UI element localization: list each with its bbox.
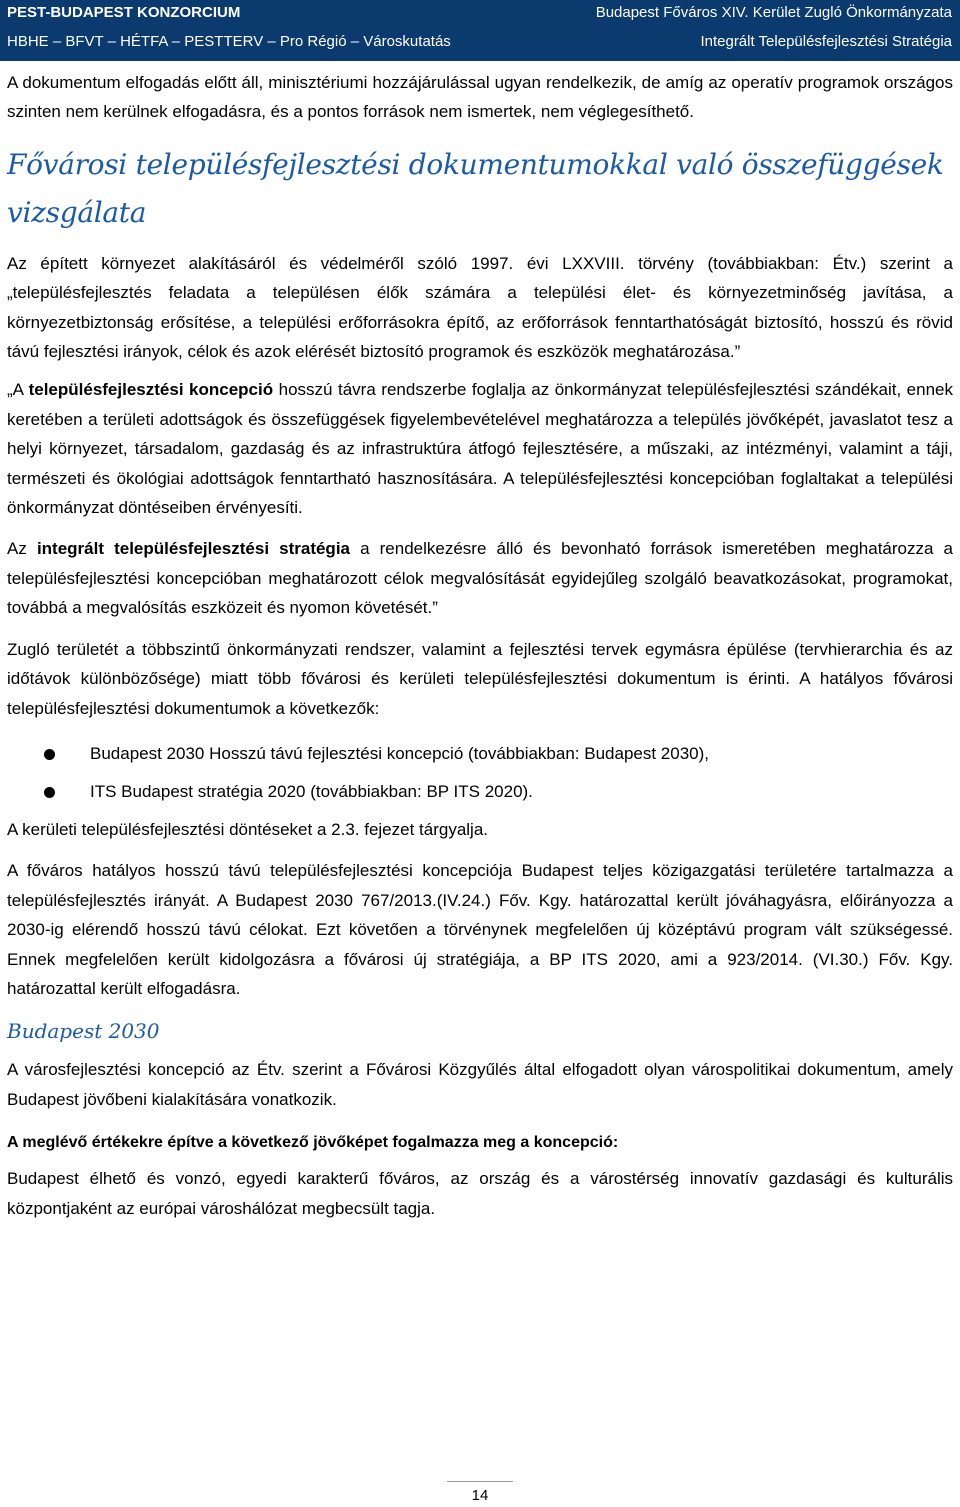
bold-term: integrált településfejlesztési stratégia: [36, 539, 350, 559]
consortium-name: PEST-BUDAPEST KONZORCIUM: [7, 4, 241, 21]
document-list: [7, 735, 953, 811]
text-run: a rendelkezésre álló és bevonható források ismeretében meghatározza a településfejlesztési koncepcióban meghatározott célok megvalósítását egyidejűleg szolgáló beavatkozásokat, programokat, továbbá a megvalósítás eszközeit és nyomon követését.”: [7, 539, 953, 618]
vision-paragraph: Budapest élhető és vonzó, egyedi karakterű főváros, az ország és a várostérség innovatív gazdasági és kulturális központjaként az európai városhálózat megbecsült tagja.: [7, 1169, 953, 1218]
municipality-name: Budapest Főváros XIV. Kerület Zugló Önkormányzata: [595, 4, 952, 21]
concept-definition-paragraph: A városfejlesztési koncepció az Étv. szerint a Fővárosi Közgyűlés által elfogadott olyan várospolitikai dokumentum, amely Budapest jövőbeni kialakítására vonatkozik.: [7, 1060, 953, 1109]
vision-heading: A meglévő értékekre építve a következő jövőképet fogalmazza meg a koncepció:: [7, 1134, 619, 1152]
concept-paragraph: [7, 375, 953, 522]
document-body: [7, 68, 953, 1223]
header-top-row: [7, 4, 952, 21]
strategy-paragraph: [7, 534, 953, 622]
subsection-heading: Budapest 2030: [7, 1019, 160, 1044]
capital-paragraph: A főváros hatályos hosszú távú településfejlesztési koncepciója Budapest teljes közigazgatási területére tartalmazza a településfejlesztés irányát. A Budapest 2030 767/2013.(IV.24.) Főv. Kgy. határozattal került jóváhagyásra, előirányozza a 2030-ig elérendő hosszú távú célokat. Ezt követően a törvénynek megfelelően új középtávú program vált szükségessé. Ennek megfelelően került kidolgozásra a fővárosi új stratégiája, a BP ITS 2020, ami a 923/2014. (VI.30.) Főv. Kgy. határozattal került elfogadásra.: [7, 861, 953, 998]
etv-paragraph: Az épített környezet alakításáról és védelméről szóló 1997. évi LXXVIII. törvény (továbbiakban: Étv.) szerint a „településfejlesztés feladata a településen élők számára a települési élet- és környezetminőség javítása, a környezetbiztonság erősítése, a települési erőforrásokra építő, az erőforrások fenntarthatóságát biztosító, hosszú és rövid távú fejlesztési irányok, célok és azok elérését biztosító programok és eszközök meghatározása.”: [7, 253, 953, 362]
zuglo-paragraph: Zugló területét a többszintű önkormányzati rendszer, valamint a fejlesztési tervek egymásra épülése (tervhierarchia és az időtávok különbözősége) miatt több fővárosi és kerületi településfejlesztési dokumentum is érinti. A hatályos fővárosi településfejlesztési dokumentumok a következők:: [7, 639, 953, 718]
consortium-members: HBHE – BFVT – HÉTFA – PESTTERV – Pro Régió – Városkutatás: [7, 33, 451, 50]
section-heading: Fővárosi településfejlesztési dokumentumokkal való összefüggések vizsgálata: [7, 147, 944, 229]
page-header: [0, 0, 960, 61]
bold-term: településfejlesztési koncepció: [28, 380, 274, 400]
page-number: 14: [471, 1487, 489, 1504]
text-run: „A: [7, 380, 29, 400]
document-title: Integrált Településfejlesztési Stratégia: [700, 33, 952, 50]
intro-paragraph: A dokumentum elfogadás előtt áll, minisztériumi hozzájárulással ugyan rendelkezik, de amíg az operatív programok országos szinten nem kerülnek elfogadásra, és a pontos források nem ismertek, nem véglegesíthető.: [7, 73, 953, 122]
text-run: hosszú távra rendszerbe foglalja az önkormányzat településfejlesztési szándékait, ennek keretében a területi adottságok és összefüggések figyelembevételével meghatározza a település jövőképét, javaslatot tesz a helyi környezet, társadalom, gazdaság és az infrastruktúra átfogó fejlesztésére, a műszaki, az intézményi, valamint a táji, természeti és ökológiai adottságok fenntartható hasznosítására. A településfejlesztési koncepcióban foglaltakat a települési önkormányzat döntéseiben érvényesíti.: [7, 380, 953, 518]
list-item: [7, 735, 953, 773]
footer-divider: [447, 1481, 513, 1482]
header-bottom-row: [7, 33, 952, 50]
district-paragraph: A kerületi településfejlesztési döntéseket a 2.3. fejezet tárgyalja.: [7, 819, 489, 839]
text-run: Az: [7, 539, 37, 559]
list-item-text: Budapest 2030 Hosszú távú fejlesztési koncepció (továbbiakban: Budapest 2030),: [90, 743, 710, 763]
bullet-icon: [44, 787, 55, 798]
list-item: [7, 773, 953, 811]
list-item-text: ITS Budapest stratégia 2020 (továbbiakban: BP ITS 2020).: [90, 781, 533, 801]
bullet-icon: [44, 749, 55, 760]
